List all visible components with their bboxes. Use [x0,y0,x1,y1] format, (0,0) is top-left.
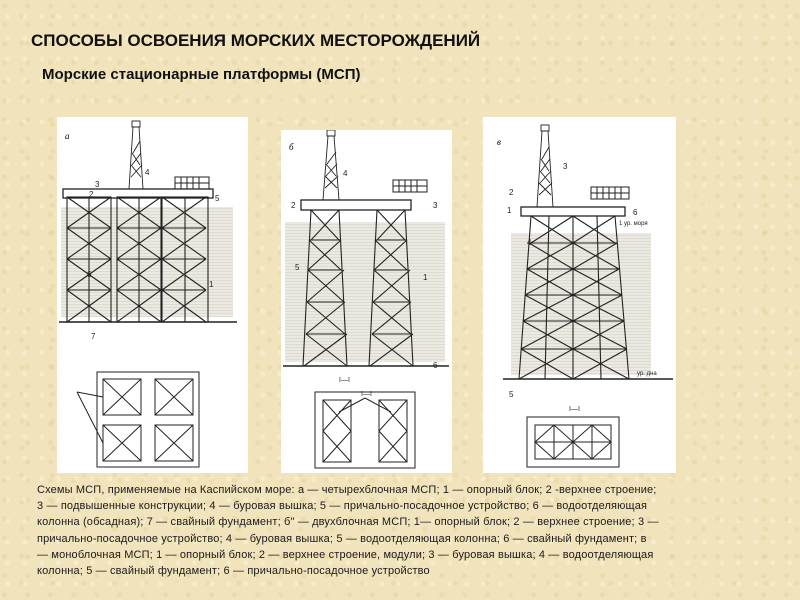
topside-deck [301,200,411,210]
drilling-derrick [537,125,553,207]
figure-letter: б [289,142,294,152]
figure-b-two-block-platform [281,130,452,473]
callout-1: 1 [507,206,512,215]
callout-6: 6 [633,208,638,217]
callout-3: 3 [563,162,568,171]
plan-view [77,372,199,467]
slide-subtitle: Морские стационарные платформы (МСП) [42,66,361,83]
slide-title: СПОСОБЫ ОСВОЕНИЯ МОРСКИХ МЕСТОРОЖДЕНИЙ [31,31,481,50]
callout-7: 7 [91,332,96,341]
figure-b-drawing [281,130,452,473]
figure-c-drawing [483,117,676,473]
figure-a-four-block-platform [57,117,248,473]
callout-6: 6 [87,270,92,279]
caption-line: Схемы МСП, применяемые на Каспийском море: а — четырехблочная МСП; 1 — опорный блок; 2 -верхнее строение; [37,484,657,496]
caption-line: колонна; 5 — свайный фундамент; 6 — причально-посадочное устройство [37,565,430,578]
caption-line: причально-посадочное устройство; 4 — буровая вышка; 5 — водоотделяющая колонна; 6 — свайный фундамент; в [37,532,647,545]
caption-line: 3 — подвышенные конструкции; 4 — буровая вышка; 5 — причально-посадочное устройство; 6 — водоотделяющая [37,500,648,513]
figure-c-mono-block-platform [483,117,676,473]
callout-4: 4 [145,168,150,177]
section-label: I—I [569,406,580,413]
figure-letter: а [65,131,70,141]
callout-2: 2 [509,188,514,197]
figure-letter: в [497,137,501,147]
callout-5: 5 [215,194,220,203]
helideck-module [175,177,209,189]
seabed-level-label: ур. дна [637,371,657,377]
callout-3: 3 [95,180,100,189]
callout-1: 1 [423,273,428,282]
callout-5: 5 [509,390,514,399]
callout-4: 4 [343,169,348,178]
figure-a-drawing [57,117,248,473]
caption-line: — моноблочная МСП; 1 — опорный блок; 2 — верхнее строение, модули; 3 — буровая вышка; 4 — водоотделяющая [37,548,654,561]
topside-deck [521,207,625,216]
callout-2: 2 [89,190,94,199]
section-label-top: I—I [339,377,350,384]
callout-2: 2 [291,201,296,210]
caption-line: колонна (обсадная); 7 — свайный фундамент; б" — двухблочная МСП; 1— опорный блок; 2 — верхнее строение; 3 — [37,516,659,529]
sea-level-label: 1 ур. моря [619,221,648,227]
figure-caption [37,482,775,579]
callout-5: 5 [295,263,300,272]
helideck-module [393,180,427,192]
helideck-module [591,187,629,199]
section-label-bottom: I—I [361,391,372,398]
callout-4: 4 [527,238,532,247]
plan-view [315,392,415,468]
plan-view [527,417,619,467]
drilling-derrick [129,121,143,189]
callout-3: 3 [433,201,438,210]
drilling-derrick [323,130,339,200]
callout-1: 1 [209,280,214,289]
callout-6: 6 [433,361,438,370]
